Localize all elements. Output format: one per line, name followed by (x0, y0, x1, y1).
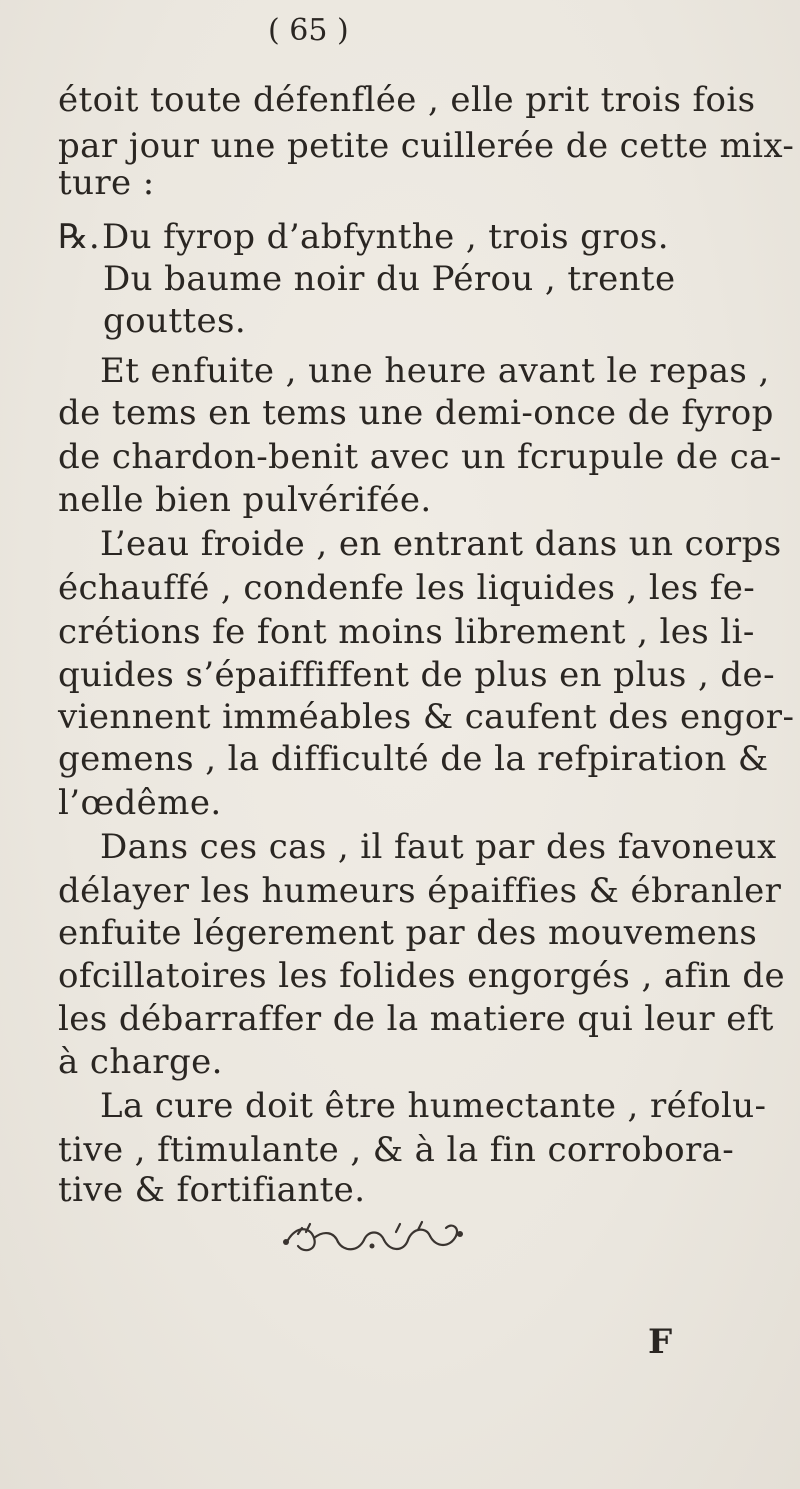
recipe-line-1 (58, 217, 669, 257)
text-line-21: ofcillatoires les folides engorgés , afin de (58, 956, 786, 996)
text-line-9: de chardon-benit avec un fcrupule de ca- (58, 437, 782, 477)
text-line-22: les débarraffer de la matiere qui leur eft (58, 999, 774, 1039)
text-line-10: nelle bien pulvérifée. (58, 480, 432, 520)
text-line-18: Dans ces cas , il faut par des favoneux (100, 827, 777, 867)
text-line-13: crétions fe font moins librement , les li- (58, 612, 755, 652)
text-line-1: étoit toute défenflée , elle prit trois fois (58, 80, 756, 120)
text-line-25: tive , ftimulante , & à la fin corrobora- (58, 1130, 735, 1170)
text-line-2: par jour une petite cuillerée de cette mix- (58, 126, 795, 166)
text-line-24: La cure doit être humectante , réfolu- (100, 1086, 767, 1126)
signature-mark: F (648, 1322, 673, 1362)
text-line-19: délayer les humeurs épaiffies & ébranler (58, 871, 782, 911)
page-number: ( 65 ) (268, 13, 349, 48)
floral-tailpiece-icon (268, 1212, 478, 1262)
text-line-14: quides s’épaiffiffent de plus en plus , de- (58, 655, 775, 695)
text-line-20: enfuite légerement par des mouvemens (58, 913, 758, 953)
text-line-7: Et enfuite , une heure avant le repas , (100, 351, 770, 391)
text-line-23: à charge. (58, 1042, 223, 1082)
text-line-3: ture : (58, 163, 155, 203)
text-line-15: viennent imméables & caufent des engor- (58, 697, 795, 737)
recipe-symbol: ℞. (58, 217, 101, 257)
text-line-5: Du baume noir du Pérou , trente (103, 259, 676, 299)
text-line-6: gouttes. (103, 301, 247, 341)
text-line-16: gemens , la difficulté de la refpiration & (58, 739, 769, 779)
text-line-11: L’eau froide , en entrant dans un corps (100, 524, 782, 564)
recipe-line-1-text: Du fyrop d’abfynthe , trois gros. (102, 217, 669, 257)
text-line-8: de tems en tems une demi-once de fyrop (58, 393, 774, 433)
text-line-26: tive & fortifiante. (58, 1170, 366, 1210)
text-line-17: l’œdême. (58, 783, 222, 823)
text-line-12: échauffé , condenfe les liquides , les fe- (58, 568, 756, 608)
